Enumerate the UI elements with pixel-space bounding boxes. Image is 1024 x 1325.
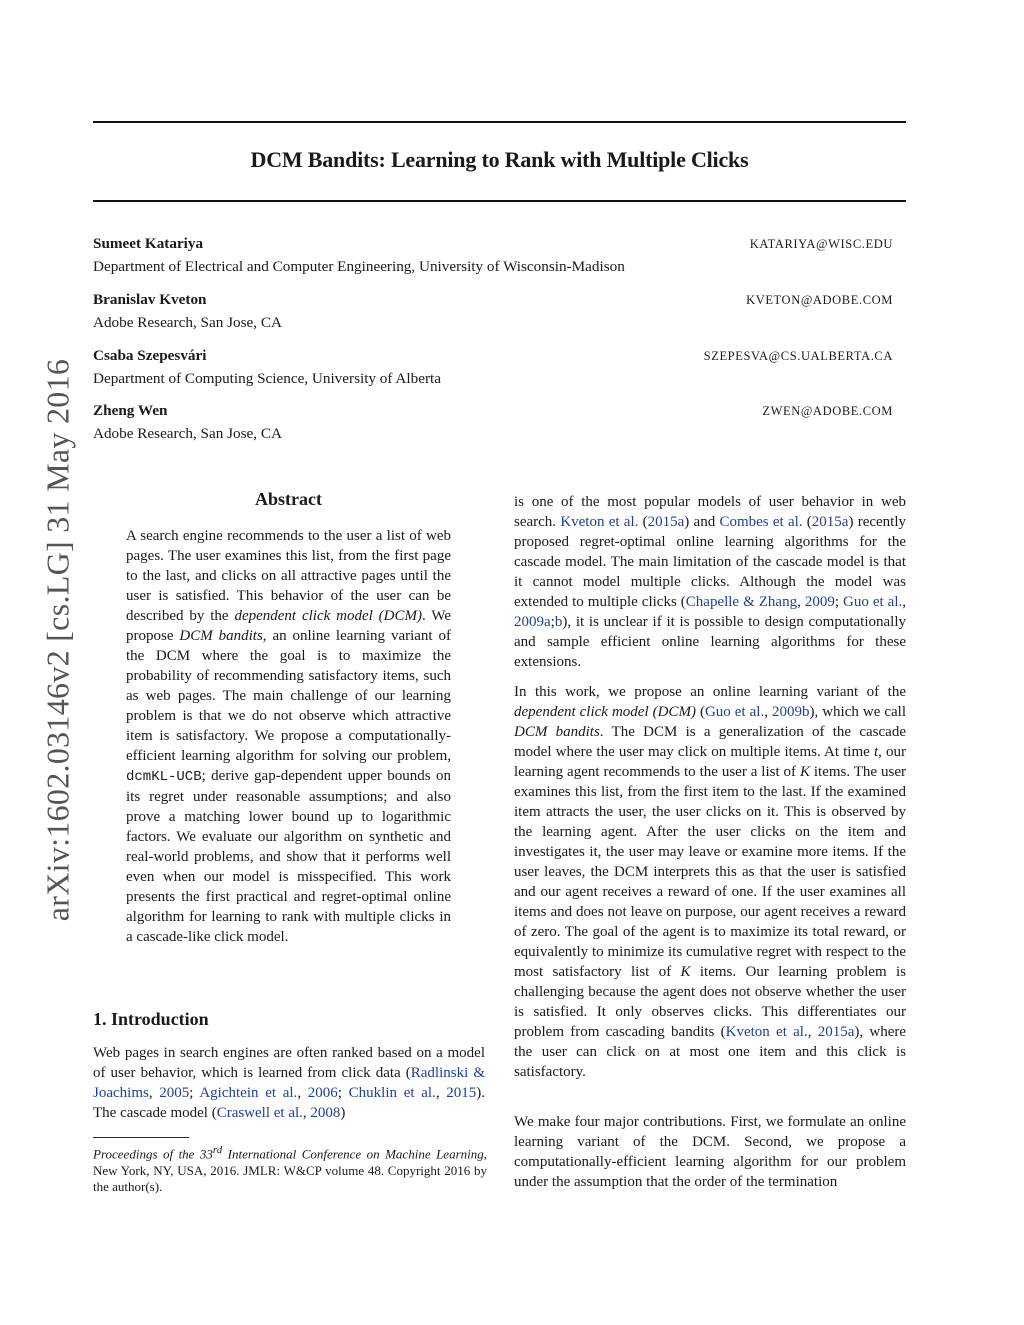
math-symbol: K (799, 764, 810, 780)
body-text: items. Our learning problem is challenging because the agent does not observe whether the user is satisfied. It only observes clicks. This differentiates our problem from cascading bandits ( (514, 964, 906, 1040)
footnote-ordinal: 33 (199, 1146, 213, 1162)
emphasis-text: DCM bandits (514, 724, 600, 740)
author-name: Sumeet Katariya (93, 235, 204, 252)
abstract-body (126, 526, 451, 947)
body-text: ) and (684, 514, 720, 530)
author-email[interactable]: KATARIYA@WISC.EDU (749, 237, 893, 251)
arxiv-side-stamp: arXiv:1602.03146v2 [cs.LG] 31 May 2016 (39, 358, 76, 922)
citation-link[interactable]: Chapelle & Zhang (685, 594, 798, 610)
citation-link[interactable]: 2015a (811, 514, 849, 530)
citation-link[interactable]: Kveton et al. (725, 1024, 808, 1040)
body-text: ; (550, 614, 555, 630)
citation-link[interactable]: 2009b (771, 704, 810, 720)
citation-link[interactable]: 2006 (307, 1085, 338, 1101)
citation-link[interactable]: 2015a (817, 1024, 855, 1040)
body-text: ; (337, 1085, 349, 1101)
citation-link[interactable]: b (554, 614, 563, 630)
body-text: Web pages in search engines are often ranked based on a model of user behavior, which is learned from click data ( (93, 1045, 485, 1081)
footnote (93, 1142, 487, 1196)
citation-link[interactable]: Craswell et al. (216, 1105, 303, 1121)
citation-link[interactable]: 2015 (446, 1085, 477, 1101)
author-affiliation: Department of Electrical and Computer Engineering, University of Wisconsin-Madison (93, 258, 625, 275)
author-block (93, 400, 893, 446)
emphasis-text: dependent click model (DCM) (514, 704, 696, 720)
top-rule (93, 121, 906, 123)
body-text: ; (834, 594, 844, 610)
right-column-paragraph-3 (514, 1112, 906, 1192)
abstract-text: . We propose (126, 608, 451, 644)
footnote-superscript: rd (212, 1144, 223, 1156)
author-email[interactable]: ZWEN@ADOBE.COM (762, 404, 893, 418)
math-symbol: K (680, 964, 691, 980)
body-text: ( (802, 514, 812, 530)
citation-link[interactable]: 2005 (159, 1085, 190, 1101)
body-text: ) recently proposed regret-optimal online learning algorithms for the cascade model. The main limitation of the cascade model is that it cannot model multiple clicks. Although the model was extended to multiple clicks ( (514, 514, 906, 610)
body-text: , (902, 594, 906, 610)
citation-link[interactable]: Chuklin et al. (348, 1085, 436, 1101)
author-affiliation: Department of Computing Science, University of Alberta (93, 370, 441, 387)
math-symbol: t (873, 744, 879, 760)
author-name: Branislav Kveton (93, 291, 207, 308)
body-text: ). The cascade model ( (93, 1085, 486, 1121)
author-email[interactable]: SZEPESVA@CS.UALBERTA.CA (703, 349, 893, 363)
abstract-emph: DCM bandits (179, 628, 263, 644)
body-text: ) (340, 1105, 346, 1121)
body-text: items. The user examines this list, from the first item to the last. If the examined item attracts the user, the user clicks on it. This is observed by the learning agent. After the user clicks on the item and investigates it, the user may leave or examine more items. If the user leaves, the DCM interprets this as that the user is satisfied and our agent receives a reward of one. If the user examines all items and does not leave on purpose, our agent receives a reward of zero. The goal of the agent is to maximize its total reward, or equivalently to minimize its cumulative regret with respect to the most satisfactory list of (514, 764, 906, 980)
abstract-text: A search engine recommends to the user a list of web pages. The user examines this list, from the first page to the last, and clicks on all attractive pages until the user is satisfied. This behavior of the user can be described by the (126, 528, 451, 624)
body-text: , (764, 704, 772, 720)
body-text: , (807, 1024, 818, 1040)
algorithm-name: dcmKL-UCB (126, 769, 202, 785)
citation-link[interactable]: Guo et al. (843, 594, 903, 610)
body-text: ( (638, 514, 648, 530)
body-text: , (797, 594, 805, 610)
citation-link[interactable]: Radlinski & Joachims (93, 1065, 485, 1101)
citation-link[interactable]: 2009 (804, 594, 835, 610)
footnote-text: Proceedings of the (93, 1146, 200, 1162)
title-bottom-rule (93, 200, 906, 202)
citation-link[interactable]: 2015a (647, 514, 685, 530)
body-text: , (302, 1105, 311, 1121)
author-name: Csaba Szepesvári (93, 347, 207, 364)
body-text: ( (695, 704, 705, 720)
author-block (93, 345, 893, 391)
author-name: Zheng Wen (93, 402, 168, 419)
abstract-text: ; derive gap-dependent upper bounds on its regret under reasonable assumptions; and also prove a matching lower bound up to logarithmic factors. We evaluate our algorithm on synthetic and real-world problems, and show that it performs well even when our model is misspecified. This work presents the first practical and regret-optimal online algorithm for learning to rank with multiple clicks in a cascade-like click model. (126, 768, 451, 945)
body-text: ), it is unclear if it is possible to design computationally and sample efficient online learning algorithms for these extensions. (514, 614, 906, 670)
body-text: , (435, 1085, 447, 1101)
right-column-paragraph-1 (514, 492, 906, 672)
citation-link[interactable]: Agichtein et al. (199, 1085, 298, 1101)
author-affiliation: Adobe Research, San Jose, CA (93, 425, 282, 442)
intro-paragraph (93, 1043, 485, 1123)
body-text: ), where the user can click on at most one item and this click is satisfactory. (514, 1024, 907, 1080)
citation-link[interactable]: 2009a (514, 614, 551, 630)
abstract-emph: dependent click model (DCM) (234, 608, 423, 624)
citation-link[interactable]: Guo et al. (704, 704, 765, 720)
citation-link[interactable]: 2008 (310, 1105, 341, 1121)
footnote-text: International Conference on Machine Learning (222, 1146, 484, 1162)
abstract-heading: Abstract (255, 489, 322, 509)
body-text: ; (189, 1085, 200, 1101)
paper-title: DCM Bandits: Learning to Rank with Multiple Clicks (250, 147, 749, 172)
author-block (93, 233, 893, 279)
section-heading: 1. Introduction (93, 1009, 209, 1029)
body-text: In this work, we propose an online learning variant of the (514, 684, 906, 700)
footnote-rule (93, 1137, 189, 1138)
citation-link[interactable]: Kveton et al. (560, 514, 639, 530)
abstract-text: , an online learning variant of the DCM where the goal is to maximize the probability of recommending satisfactory items, such as web pages. The main challenge of our learning problem is that we do not observe which attractive item is satisfactory. We propose a computationally-efficient learning algorithm for solving our problem, (126, 628, 451, 764)
footnote-text: , New York, NY, USA, 2016. JMLR: W&CP volume 48. Copyright 2016 by the author(s). (93, 1146, 487, 1195)
body-text: We make four major contributions. First, we formulate an online learning variant of the DCM. Second, we propose a computationally-efficient learning algorithm for our problem under the assumption that the order of the termination (514, 1114, 906, 1190)
body-text: . The DCM is a generalization of the cascade model where the user may click on multiple items. At time (514, 724, 906, 760)
author-affiliation: Adobe Research, San Jose, CA (93, 314, 282, 331)
body-text: , (148, 1085, 160, 1101)
body-text: , our learning agent recommends to the user a list of (514, 744, 906, 780)
author-email[interactable]: KVETON@ADOBE.COM (746, 293, 893, 307)
author-block (93, 289, 893, 335)
citation-link[interactable]: Combes et al. (719, 514, 803, 530)
right-column-paragraph-2 (514, 682, 906, 1082)
body-text: , (297, 1085, 308, 1101)
body-text: ), which we call (809, 704, 907, 720)
body-text: is one of the most popular models of user behavior in web search. (514, 494, 906, 530)
